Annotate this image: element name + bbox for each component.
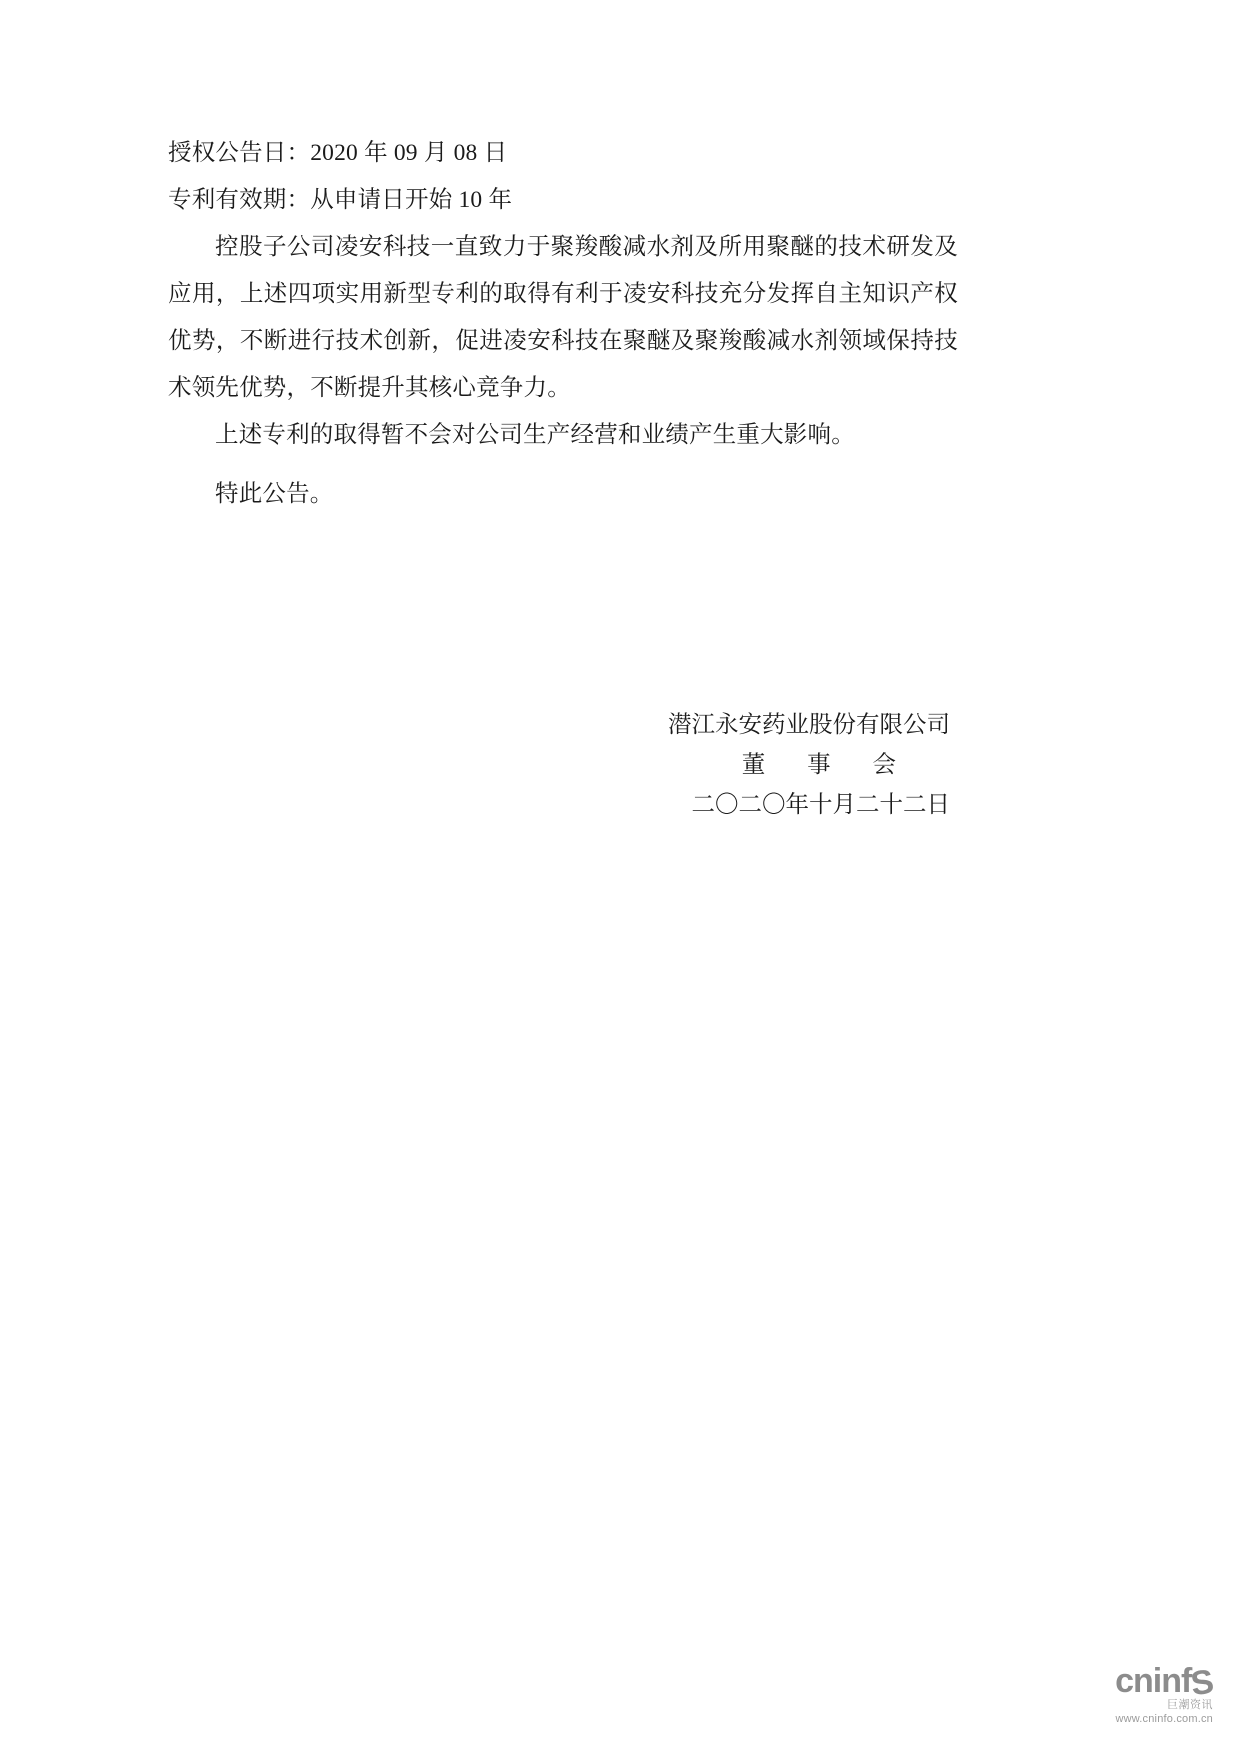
cninfo-logo-subtitle: 巨潮资讯 xyxy=(1167,1699,1213,1711)
signature-company: 潜江永安药业股份有限公司 xyxy=(668,712,950,738)
paragraph-patent-term: 专利有效期：从申请日开始 10 年 xyxy=(168,187,513,213)
paragraph-spacer xyxy=(168,459,958,471)
signature-board: 董 事 会 xyxy=(741,752,914,778)
paragraph-announcement-close: 特此公告。 xyxy=(215,481,334,507)
cninfo-logo-url: www.cninfo.com.cn xyxy=(1115,1713,1213,1725)
paragraph-subsidiary-note: 控股子公司凌安科技一直致力于聚羧酸减水剂及所用聚醚的技术研发及应用，上述四项实用新型专利的取得有利于凌安科技充分发挥自主知识产权优势，不断进行技术创新，促进凌安科技在聚醚及聚羧酸减水剂领域保持技术领先优势，不断提升其核心竞争力。 xyxy=(168,234,958,401)
signature-block xyxy=(168,705,958,825)
signature-date: 二〇二〇年十月二十二日 xyxy=(691,792,950,818)
cninfo-logo-mark xyxy=(1115,1662,1216,1704)
cninfo-logo-text: cninf xyxy=(1115,1662,1192,1700)
cninfo-watermark xyxy=(1115,1662,1216,1726)
paragraph-grant-date: 授权公告日：2020 年 09 月 08 日 xyxy=(168,140,508,166)
document-body xyxy=(168,130,958,518)
paragraph-impact-note: 上述专利的取得暂不会对公司生产经营和业绩产生重大影响。 xyxy=(215,422,855,448)
cninfo-logo-swoosh: S xyxy=(1188,1662,1216,1704)
